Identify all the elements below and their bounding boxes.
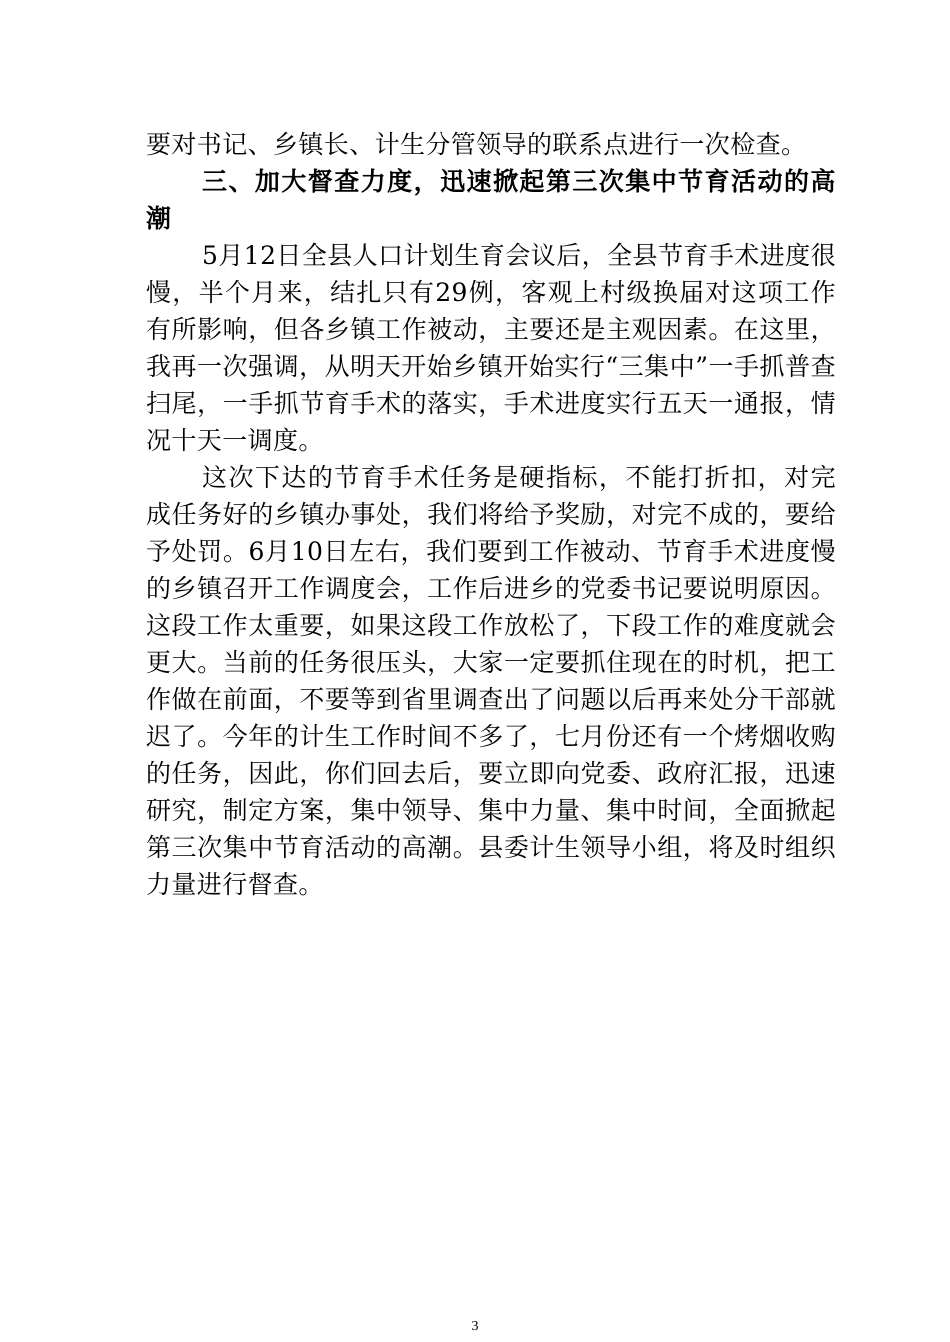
paragraph-task-requirements: 这次下达的节育手术任务是硬指标，不能打折扣，对完成任务好的乡镇办事处，我们将给予奖励，对完不成的，要给予处罚。6月10日左右，我们要到工作被动、节育手术进度慢的乡镇召开工作调度会，工作后进乡的党委书记要说明原因。这段工作太重要，如果这段工作放松了，下段工作的难度就会更大。当前的任务很压头，大家一定要抓住现在的时机，把工作做在前面，不要等到省里调查出了问题以后再来处分干部就迟了。今年的计生工作时间不多了，七月份还有一个烤烟收购的任务，因此，你们回去后，要立即向党委、政府汇报，迅速研究，制定方案，集中领导、集中力量、集中时间，全面掀起第三次集中节育活动的高潮。县委计生领导小组，将及时组织力量进行督查。: [146, 463, 836, 899]
paragraph-continuation: 要对书记、乡镇长、计生分管领导的联系点进行一次检查。: [146, 130, 807, 159]
page-number: 3: [471, 1319, 479, 1334]
paragraph-meeting-progress: 5月12日全县人口计划生育会议后，全县节育手术进度很慢，半个月来，结扎只有29例，客观上村级换届对这项工作有所影响，但各乡镇工作被动，主要还是主观因素。在这里，我再一次强调，从明天开始乡镇开始实行“三集中”一手抓普查扫尾，一手抓节育手术的落实，手术进度实行五天一通报，情况十天一调度。: [146, 241, 836, 455]
section-heading: 三、加大督查力度，迅速掀起第三次集中节育活动的高潮: [146, 167, 836, 233]
document-body: [146, 126, 836, 903]
